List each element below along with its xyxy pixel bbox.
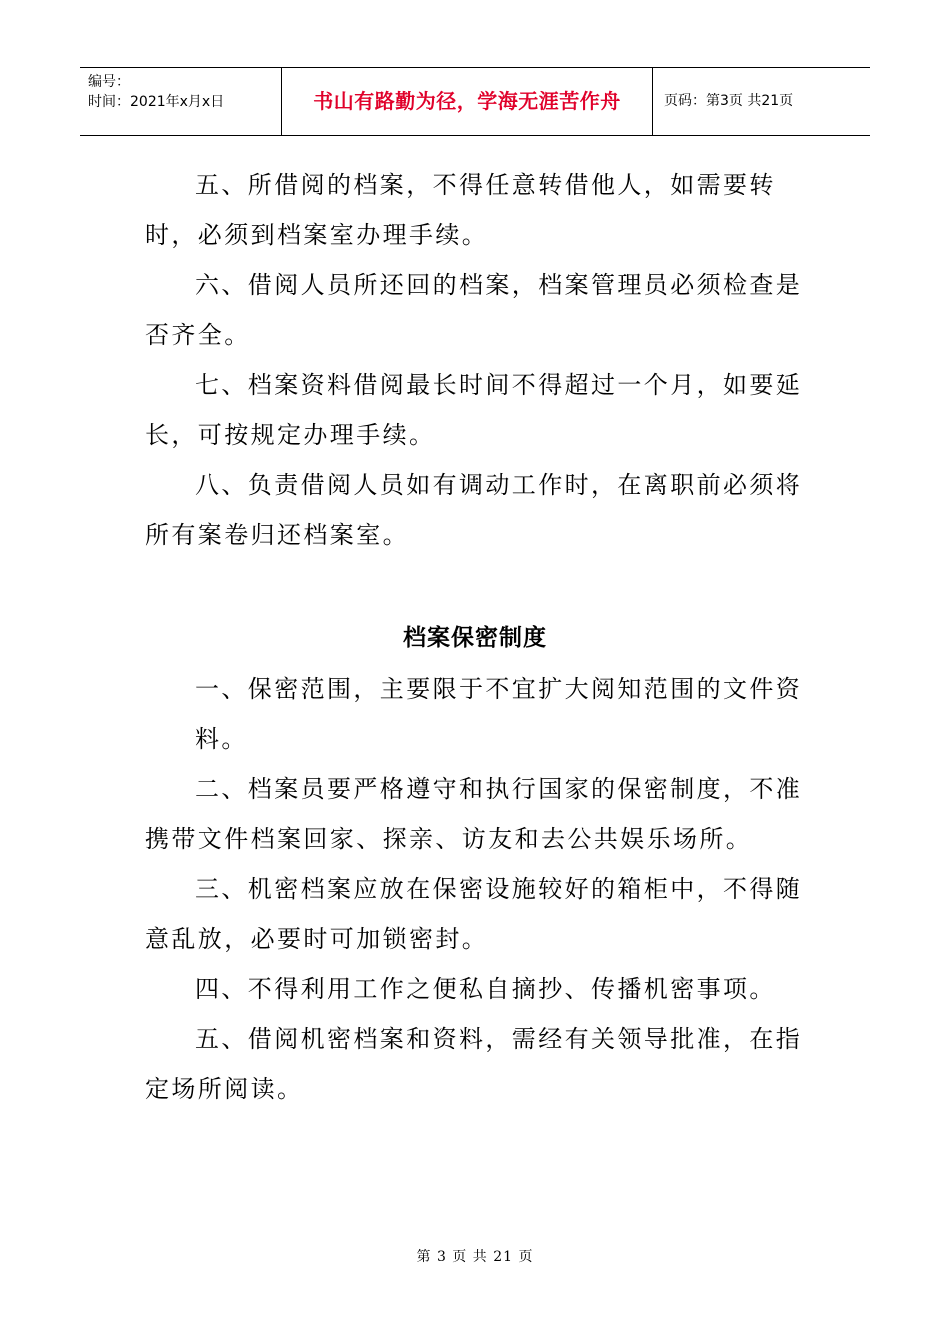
section-title: 档案保密制度 bbox=[403, 625, 547, 651]
paragraph: 四、不得利用工作之便私自摘抄、传播机密事项。 bbox=[195, 975, 776, 1003]
header-meta bbox=[80, 68, 282, 135]
time-label: 时间：2021年x月x日 bbox=[88, 94, 225, 110]
document-body bbox=[145, 160, 815, 1114]
paragraph: 一、保密范围，主要限于不宜扩大阅知范围的文件资料。 bbox=[195, 675, 803, 753]
header-page-info: 页码：第3页 共21页 bbox=[664, 93, 794, 109]
page-footer: 第 3 页 共 21 页 bbox=[416, 1249, 534, 1265]
paragraph: 二、档案员要严格遵守和执行国家的保密制度，不准携带文件档案回家、探亲、访友和去公共娱乐场所。 bbox=[145, 775, 803, 853]
paragraph: 五、借阅机密档案和资料，需经有关领导批准，在指定场所阅读。 bbox=[145, 1025, 803, 1103]
paragraph: 六、借阅人员所还回的档案，档案管理员必须检查是否齐全。 bbox=[145, 271, 803, 349]
paragraph: 三、机密档案应放在保密设施较好的箱柜中，不得随意乱放，必要时可加锁密封。 bbox=[145, 875, 803, 953]
header-motto: 书山有路勤为径，学海无涯苦作舟 bbox=[282, 68, 653, 135]
paragraph: 八、负责借阅人员如有调动工作时，在离职前必须将所有案卷归还档案室。 bbox=[145, 471, 803, 549]
number-label: 编号： bbox=[88, 74, 130, 90]
paragraph: 五、所借阅的档案，不得任意转借他人，如需要转时，必须到档案室办理手续。 bbox=[145, 171, 776, 249]
page-header bbox=[80, 67, 870, 136]
paragraph: 七、档案资料借阅最长时间不得超过一个月，如要延长，可按规定办理手续。 bbox=[145, 371, 803, 449]
section-spacer bbox=[145, 560, 815, 612]
